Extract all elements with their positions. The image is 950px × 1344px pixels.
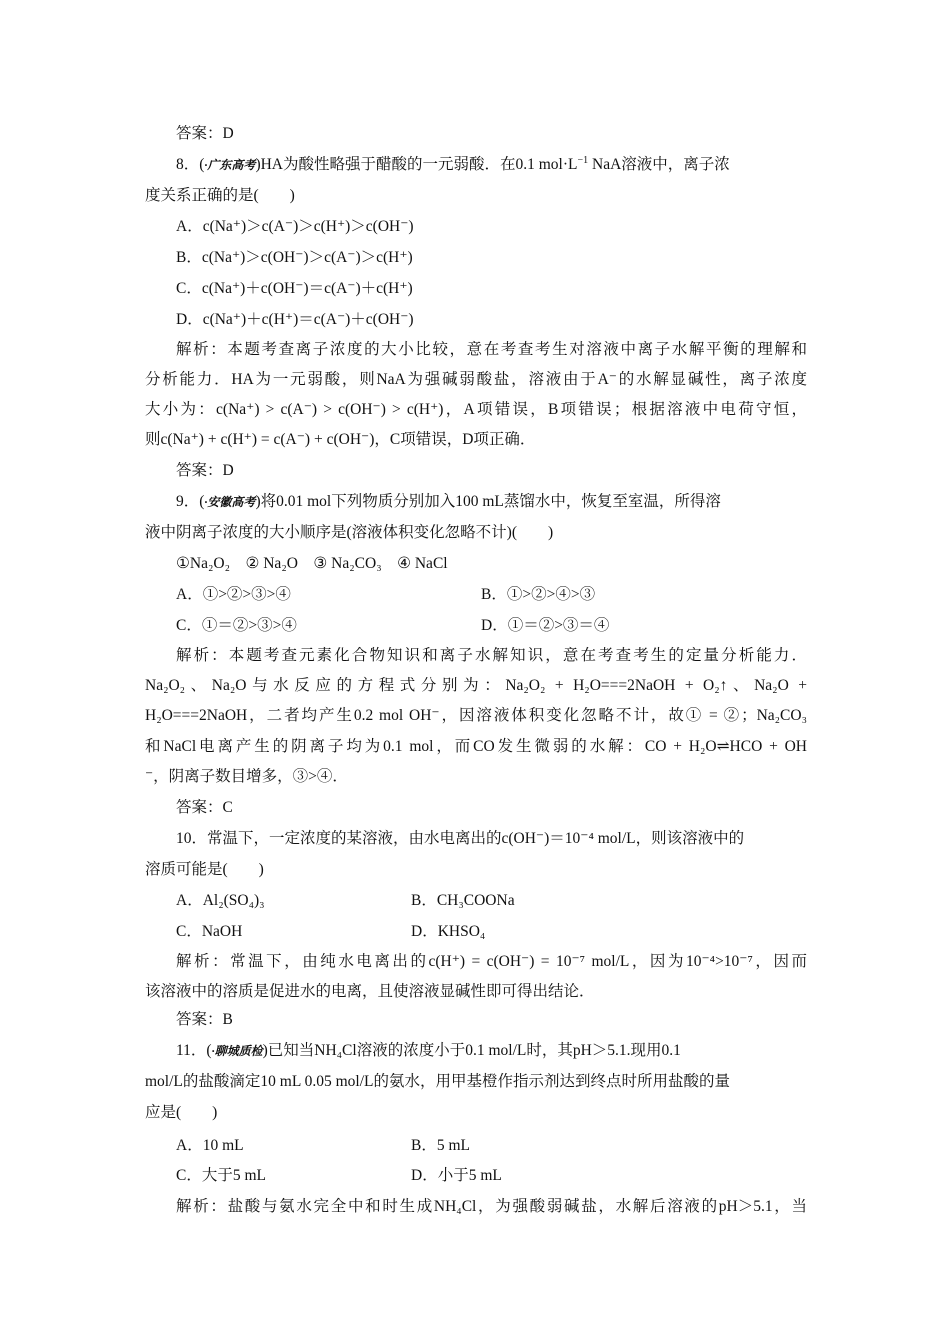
option-d: D．小于5 mL (411, 1167, 502, 1184)
question-text: )HA为酸性略强于醋酸的一元弱酸．在0.1 mol·L (255, 156, 578, 173)
question-number: 8．( (176, 156, 205, 173)
question-11-line-2: mol/L的盐酸滴定10 mL 0.05 mol/L的氨水，用甲基橙作指示剂达到终点时所用盐酸的量 (145, 1073, 730, 1090)
explanation-line: 则c(Na⁺) + c(H⁺) = c(A⁻) + c(OH⁻)，C项错误，D项正确． (145, 431, 536, 448)
question-10-line-1: 10．常温下，一定浓度的某溶液，由水电离出的c(OH⁻)＝10⁻⁴ mol/L，则该溶液中的 (176, 830, 745, 847)
option-c: C．c(Na⁺)＋c(OH⁻)＝c(A⁻)＋c(H⁺) (176, 280, 413, 297)
question-text: NaA溶液中，离子浓 (588, 156, 730, 173)
question-10-line-2: 溶质可能是( ) (145, 861, 264, 878)
source-tag: ·聊城质检 (211, 1044, 263, 1058)
explanation-line: H₂O===2NaOH，二者均产生0.2 mol OH⁻，因溶液体积变化忽略不计，故① = ②；Na₂CO₃ (145, 707, 807, 724)
option-d: D．①＝②>③＝④ (481, 617, 610, 634)
explanation-line: ⁻，阴离子数目增多，③>④． (145, 768, 348, 785)
answer-9: 答案：C (176, 799, 233, 816)
question-11-line-3: 应是( ) (145, 1104, 218, 1121)
option-b: B．5 mL (411, 1137, 470, 1154)
option-c: C．①＝②>③>④ (176, 617, 297, 634)
answer-10: 答案：B (176, 1011, 233, 1028)
question-text: )将0.01 mol下列物质分别加入100 mL蒸馏水中，恢复至室温，所得溶 (255, 493, 721, 510)
option-d: D．c(Na⁺)＋c(H⁺)＝c(A⁻)＋c(OH⁻) (176, 311, 414, 328)
answer-8: 答案：D (176, 462, 234, 479)
explanation-line: 分析能力．HA为一元弱酸，则NaA为强碱弱酸盐，溶液由于A⁻的水解显碱性，离子浓度 (145, 371, 807, 388)
question-number: 9．( (176, 493, 205, 510)
option-c: C．大于5 mL (176, 1167, 266, 1184)
question-9-line-2: 液中阴离子浓度的大小顺序是(溶液体积变化忽略不计)( ) (145, 524, 554, 541)
option-a: A．①>②>③>④ (176, 586, 291, 603)
option-a: A．c(Na⁺)＞c(A⁻)＞c(H⁺)＞c(OH⁻) (176, 218, 414, 235)
option-a: A．Al₂(SO₄)₃ (176, 892, 265, 909)
option-b: B．①>②>④>③ (481, 586, 596, 603)
superscript: −1 (577, 154, 589, 166)
option-b: B．CH₃COONa (411, 892, 515, 909)
question-8-line-1 (176, 155, 807, 175)
explanation-line: 解析：本题考查元素化合物知识和离子水解知识，意在考查考生的定量分析能力． (176, 647, 807, 664)
question-11-line-1 (176, 1041, 807, 1061)
option-c: C．NaOH (176, 923, 243, 940)
explanation-line: 解析：本题考查离子浓度的大小比较，意在考查考生对溶液中离子水解平衡的理解和 (176, 341, 807, 358)
option-a: A．10 mL (176, 1137, 244, 1154)
explanation-line: 解析：盐酸与氨水完全中和时生成NH₄Cl，为强酸弱碱盐，水解后溶液的pH＞5.1，当 (176, 1198, 807, 1215)
explanation-line: 大小为：c(Na⁺) > c(A⁻) > c(OH⁻) > c(H⁺)，A项错误，B项错误；根据溶液中电荷守恒， (145, 401, 807, 418)
source-tag: ·安徽高考 (204, 495, 256, 509)
answer-7: 答案：D (176, 125, 234, 142)
source-tag: ·广东高考 (204, 158, 256, 172)
option-d: D．KHSO₄ (411, 923, 486, 940)
question-8-line-2: 度关系正确的是( ) (145, 187, 295, 204)
explanation-line: 该溶液中的溶质是促进水的电离，且使溶液显碱性即可得出结论． (145, 983, 595, 1000)
explanation-line: 解析：常温下，由纯水电离出的c(H⁺) = c(OH⁻) = 10⁻⁷ mol/L，因为10⁻⁴>10⁻⁷，因而 (176, 953, 807, 970)
explanation-line: Na₂O₂、Na₂O与水反应的方程式分别为：Na₂O₂ + H₂O===2NaOH + O₂↑、Na₂O + (145, 677, 807, 694)
option-b: B．c(Na⁺)＞c(OH⁻)＞c(A⁻)＞c(H⁺) (176, 249, 413, 266)
question-number: 11．( (176, 1042, 212, 1059)
explanation-line: 和NaCl电离产生的阴离子均为0.1 mol，而CO发生微弱的水解：CO + H₂O⇌HCO + OH (145, 738, 807, 755)
question-text: )已知当NH₄Cl溶液的浓度小于0.1 mol/L时，其pH＞5.1.现用0.1 (262, 1042, 681, 1059)
question-9-line-1 (176, 492, 807, 512)
substance-list: ①Na₂O₂ ② Na₂O ③ Na₂CO₃ ④ NaCl (176, 555, 448, 572)
